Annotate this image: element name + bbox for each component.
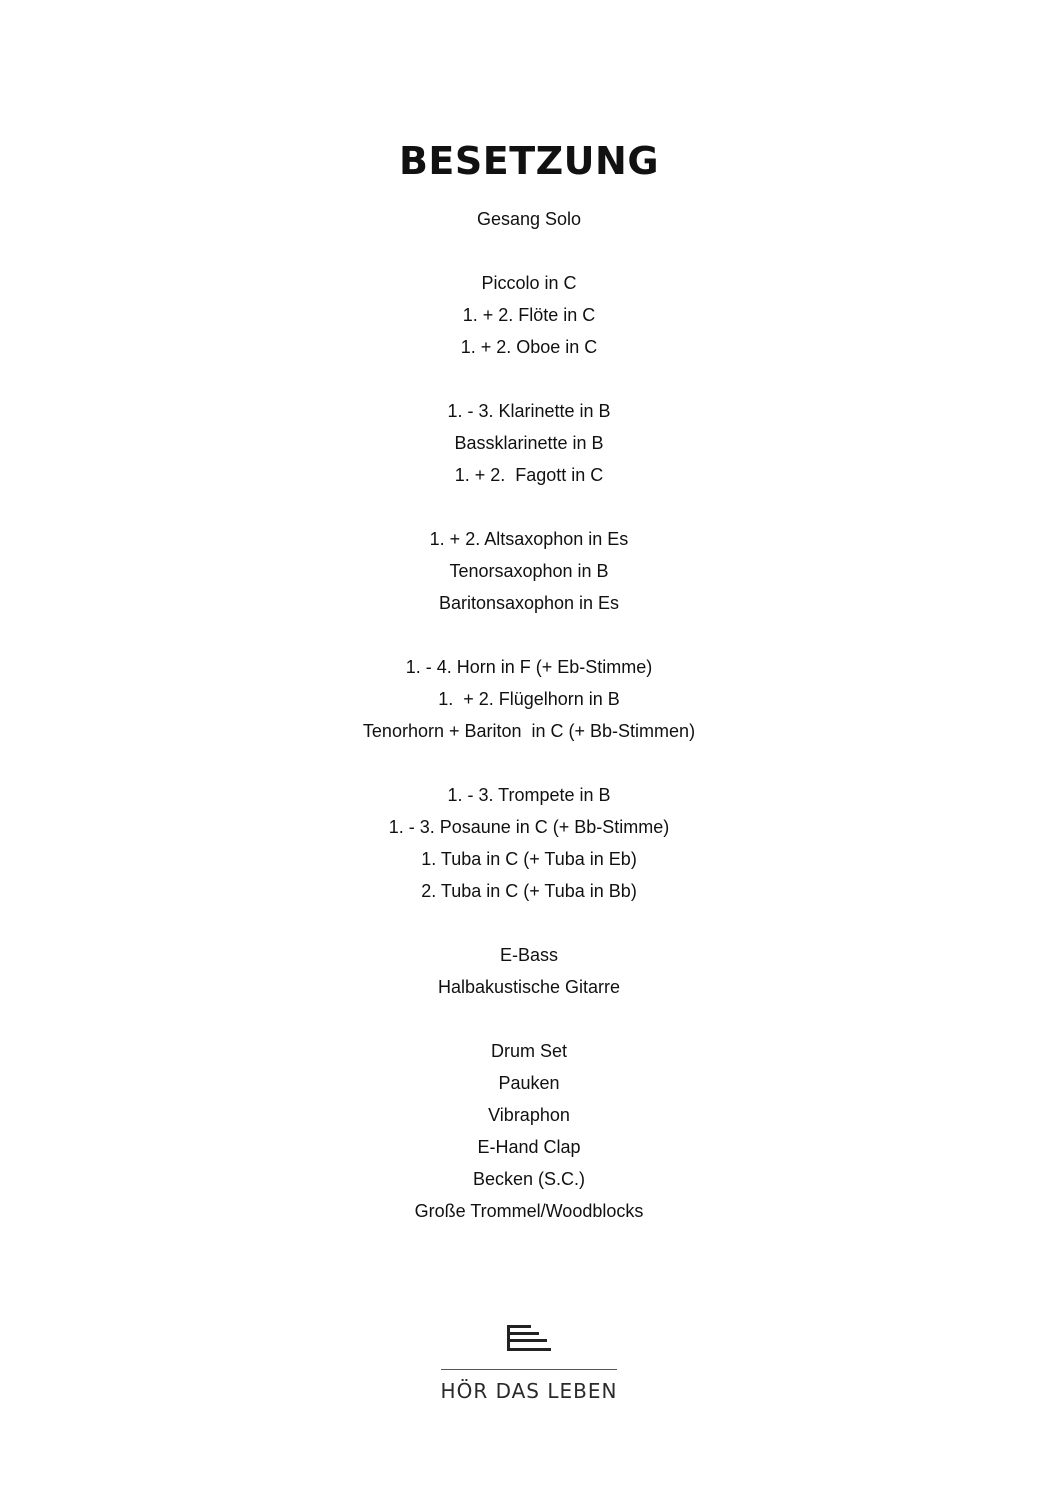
instrument-line: Pauken bbox=[498, 1073, 560, 1093]
instrument-line: Tenorsaxophon in B bbox=[449, 561, 609, 581]
instrument-line: 1. + 2. Oboe in C bbox=[460, 337, 598, 357]
instrument-group bbox=[0, 1035, 1058, 1227]
logo-divider bbox=[441, 1369, 617, 1370]
instrument-line: Drum Set bbox=[490, 1041, 568, 1061]
instrument-line: 2. Tuba in C (+ Tuba in Bb) bbox=[421, 881, 637, 901]
instrument-line: Große Trommel/Woodblocks bbox=[414, 1201, 644, 1221]
instrument-line: Becken (S.C.) bbox=[472, 1169, 586, 1189]
instrument-line: Bassklarinette in B bbox=[454, 433, 604, 453]
instrument-line: 1. - 4. Horn in F (+ Eb-Stimme) bbox=[405, 657, 653, 677]
instrument-group bbox=[0, 651, 1058, 747]
instrument-group bbox=[0, 395, 1058, 491]
instrument-group bbox=[0, 523, 1058, 619]
instrument-line: 1. - 3. Trompete in B bbox=[447, 785, 611, 805]
instrument-line: 1. + 2. Flügelhorn in B bbox=[438, 689, 620, 709]
page-title: BESETZUNG bbox=[398, 139, 660, 184]
instrument-line: Gesang Solo bbox=[476, 209, 582, 229]
instrument-line: Vibraphon bbox=[488, 1105, 570, 1125]
instrument-line: E-Hand Clap bbox=[477, 1137, 581, 1157]
instrument-line: Baritonsaxophon in Es bbox=[438, 593, 620, 613]
instrument-line: 1. Tuba in C (+ Tuba in Eb) bbox=[421, 849, 637, 869]
instrument-line: 1. + 2. Fagott in C bbox=[454, 465, 604, 485]
instrument-line: 1. + 2. Flöte in C bbox=[462, 305, 596, 325]
publisher-logo bbox=[0, 1323, 1058, 1404]
instrument-line: Tenorhorn + Bariton in C (+ Bb-Stimmen) bbox=[362, 721, 696, 741]
instrument-line: 1. - 3. Klarinette in B bbox=[447, 401, 611, 421]
instrument-line: E-Bass bbox=[499, 945, 559, 965]
instrument-line: 1. - 3. Posaune in C (+ Bb-Stimme) bbox=[388, 817, 670, 837]
instrument-group bbox=[0, 779, 1058, 907]
instrument-line: 1. + 2. Altsaxophon in Es bbox=[429, 529, 629, 549]
instrument-list bbox=[0, 203, 1058, 1259]
instrument-group bbox=[0, 267, 1058, 363]
instrument-line: Halbakustische Gitarre bbox=[437, 977, 621, 997]
instrument-line: Piccolo in C bbox=[481, 273, 577, 293]
instrument-group bbox=[0, 203, 1058, 235]
instrument-group bbox=[0, 939, 1058, 1003]
stacked-lines-logo-icon bbox=[505, 1323, 553, 1353]
logo-text: HÖR DAS LEBEN bbox=[440, 1379, 618, 1403]
